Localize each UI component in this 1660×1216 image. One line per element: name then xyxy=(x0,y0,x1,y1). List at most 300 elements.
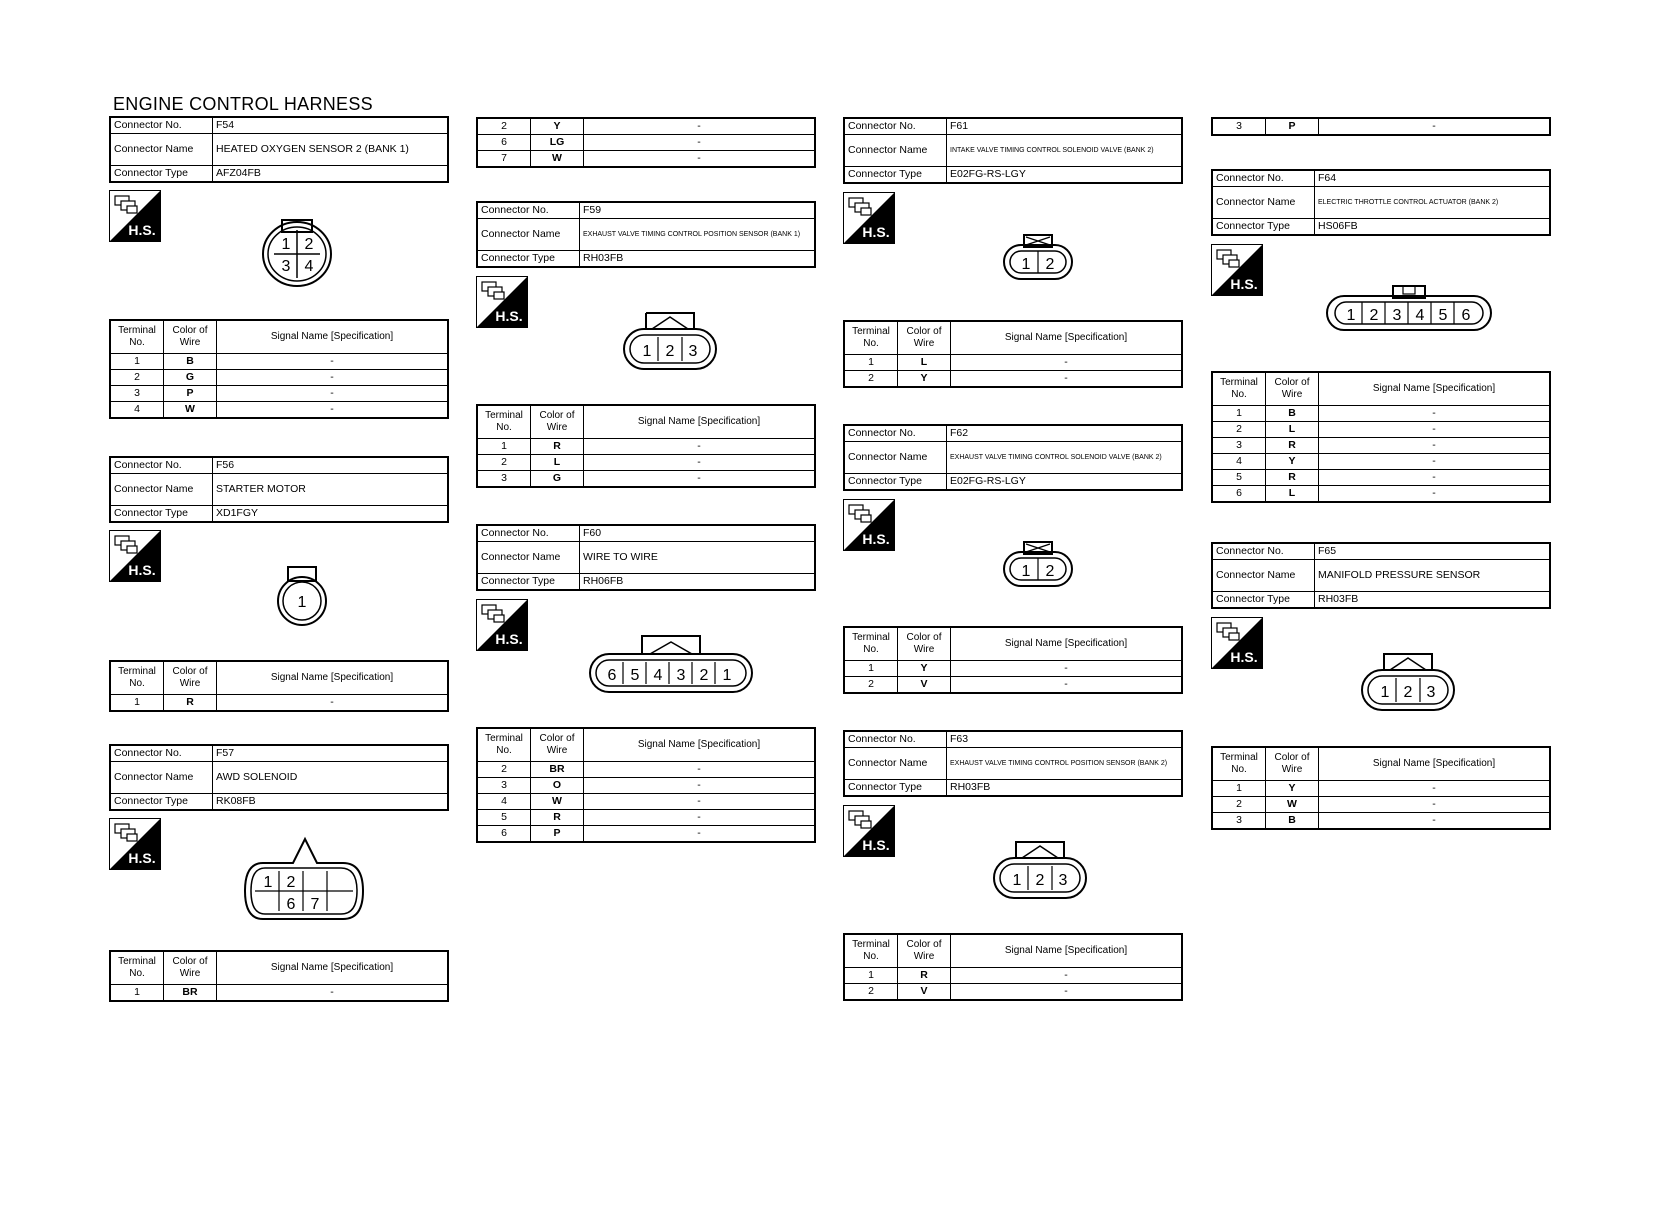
label-connector-name: Connector Name xyxy=(844,748,947,780)
terminal-no: 2 xyxy=(477,455,531,471)
wire-color: W xyxy=(531,794,584,810)
wire-color: P xyxy=(1266,118,1319,135)
connector-f61-header xyxy=(843,117,1183,184)
col-signal-name: Signal Name [Specification] xyxy=(584,728,816,762)
wire-color: Y xyxy=(898,371,951,388)
pin-label: 2 xyxy=(1369,307,1379,324)
col-signal-name: Signal Name [Specification] xyxy=(217,320,449,354)
hs-label: H.S. xyxy=(128,850,156,866)
col-terminal-no: Terminal No. xyxy=(110,320,164,354)
table-row xyxy=(844,984,1182,1001)
connector-type: RH03FB xyxy=(1315,592,1551,609)
wire-color: LG xyxy=(531,135,584,151)
terminal-no: 1 xyxy=(844,661,898,677)
col-signal-name: Signal Name [Specification] xyxy=(951,321,1183,355)
wire-color: L xyxy=(531,455,584,471)
table-row xyxy=(110,402,448,419)
wire-color: R xyxy=(164,695,217,712)
connector-type: HS06FB xyxy=(1315,219,1551,236)
terminal-no: 4 xyxy=(110,402,164,419)
pin-label: 1 xyxy=(281,236,291,253)
table-row xyxy=(1212,438,1550,454)
signal-name: - xyxy=(1319,118,1551,135)
connector-f63-header xyxy=(843,730,1183,797)
pin-label: 1 xyxy=(263,874,273,891)
terminal-no: 1 xyxy=(844,968,898,984)
table-row xyxy=(477,826,815,843)
terminal-no: 5 xyxy=(477,810,531,826)
wire-color: L xyxy=(1266,486,1319,503)
wire-color: R xyxy=(898,968,951,984)
signal-name: - xyxy=(951,968,1183,984)
table-row xyxy=(477,135,815,151)
terminal-table-f63 xyxy=(843,933,1183,1001)
signal-name: - xyxy=(217,370,449,386)
connector-f56-header xyxy=(109,456,449,523)
label-connector-no: Connector No. xyxy=(110,457,213,474)
col-terminal-no: Terminal No. xyxy=(844,627,898,661)
hs-label: H.S. xyxy=(862,531,890,547)
signal-name: - xyxy=(1319,486,1551,503)
connector-name: ELECTRIC THROTTLE CONTROL ACTUATOR (BANK 2) xyxy=(1315,187,1551,219)
connector-f59-diagram xyxy=(622,311,718,371)
connector-no: F64 xyxy=(1315,170,1551,187)
pin-label: 7 xyxy=(310,896,320,913)
label-connector-name: Connector Name xyxy=(110,474,213,506)
label-connector-no: Connector No. xyxy=(477,525,580,542)
signal-name: - xyxy=(1319,470,1551,486)
col-terminal-no: Terminal No. xyxy=(477,728,531,762)
signal-name: - xyxy=(951,371,1183,388)
terminal-no: 6 xyxy=(1212,486,1266,503)
pin-label: 3 xyxy=(1426,684,1436,701)
pin-label: 1 xyxy=(1012,872,1022,889)
terminal-no: 2 xyxy=(844,677,898,694)
connector-no: F62 xyxy=(947,425,1183,442)
connector-no: F59 xyxy=(580,202,816,219)
terminal-no: 1 xyxy=(110,354,164,370)
label-connector-no: Connector No. xyxy=(1212,543,1315,560)
label-connector-no: Connector No. xyxy=(844,118,947,135)
wire-color: W xyxy=(531,151,584,168)
connector-f62-diagram xyxy=(1002,540,1074,588)
table-row xyxy=(477,794,815,810)
terminal-no: 2 xyxy=(477,118,531,135)
connector-name: EXHAUST VALVE TIMING CONTROL POSITION SENSOR (BANK 1) xyxy=(580,219,816,251)
wire-color: B xyxy=(1266,406,1319,422)
connector-no: F61 xyxy=(947,118,1183,135)
col-color-of-wire: Color of Wire xyxy=(898,627,951,661)
table-row xyxy=(477,439,815,455)
label-connector-type: Connector Type xyxy=(477,574,580,591)
hs-icon xyxy=(109,530,161,582)
label-connector-type: Connector Type xyxy=(110,794,213,811)
wire-color: Y xyxy=(531,118,584,135)
wire-color: W xyxy=(1266,797,1319,813)
wire-color: L xyxy=(1266,422,1319,438)
table-row xyxy=(1212,813,1550,830)
col-signal-name: Signal Name [Specification] xyxy=(1319,747,1551,781)
wire-color: B xyxy=(1266,813,1319,830)
connector-type: XD1FGY xyxy=(213,506,449,523)
wire-color: L xyxy=(898,355,951,371)
label-connector-no: Connector No. xyxy=(1212,170,1315,187)
terminal-no: 1 xyxy=(844,355,898,371)
col-color-of-wire: Color of Wire xyxy=(1266,372,1319,406)
pin-label: 3 xyxy=(688,343,698,360)
wire-color: R xyxy=(531,810,584,826)
label-connector-type: Connector Type xyxy=(477,251,580,268)
col-terminal-no: Terminal No. xyxy=(477,405,531,439)
hs-icon xyxy=(109,190,161,242)
col-signal-name: Signal Name [Specification] xyxy=(1319,372,1551,406)
terminal-no: 7 xyxy=(477,151,531,168)
wire-color: P xyxy=(531,826,584,843)
wire-color: BR xyxy=(531,762,584,778)
table-row xyxy=(477,455,815,471)
col-terminal-no: Terminal No. xyxy=(110,661,164,695)
terminal-no: 3 xyxy=(477,778,531,794)
connector-name: EXHAUST VALVE TIMING CONTROL POSITION SENSOR (BANK 2) xyxy=(947,748,1183,780)
terminal-no: 3 xyxy=(1212,438,1266,454)
pin-label: 3 xyxy=(676,667,686,684)
col-color-of-wire: Color of Wire xyxy=(531,405,584,439)
col-terminal-no: Terminal No. xyxy=(844,934,898,968)
hs-label: H.S. xyxy=(128,562,156,578)
pin-label: 6 xyxy=(1461,307,1471,324)
table-row xyxy=(477,762,815,778)
label-connector-type: Connector Type xyxy=(1212,592,1315,609)
signal-name: - xyxy=(1319,454,1551,470)
label-connector-no: Connector No. xyxy=(844,731,947,748)
terminal-table-f64 xyxy=(1211,371,1551,503)
terminal-table-f61 xyxy=(843,320,1183,388)
signal-name: - xyxy=(584,794,816,810)
col-signal-name: Signal Name [Specification] xyxy=(217,951,449,985)
connector-type: AFZ04FB xyxy=(213,166,449,183)
connector-f63-diagram xyxy=(992,840,1088,900)
pin-label: 4 xyxy=(653,667,663,684)
connector-f64-header xyxy=(1211,169,1551,236)
signal-name: - xyxy=(951,355,1183,371)
table-row xyxy=(110,370,448,386)
terminal-no: 4 xyxy=(1212,454,1266,470)
pin-label: 2 xyxy=(699,667,709,684)
connector-name: AWD SOLENOID xyxy=(213,762,449,794)
pin-label: 1 xyxy=(1021,563,1031,580)
terminal-no: 2 xyxy=(844,984,898,1001)
hs-icon xyxy=(109,818,161,870)
terminal-table-f57 xyxy=(109,950,449,1002)
connector-type: E02FG-RS-LGY xyxy=(947,167,1183,184)
signal-name: - xyxy=(584,151,816,168)
connector-name: STARTER MOTOR xyxy=(213,474,449,506)
col-signal-name: Signal Name [Specification] xyxy=(951,627,1183,661)
signal-name: - xyxy=(1319,797,1551,813)
table-row xyxy=(110,386,448,402)
connector-type: RH06FB xyxy=(580,574,816,591)
pin-label: 1 xyxy=(1021,256,1031,273)
hs-icon xyxy=(843,805,895,857)
hs-label: H.S. xyxy=(1230,649,1258,665)
connector-f60-header xyxy=(476,524,816,591)
wire-color: Y xyxy=(898,661,951,677)
table-row xyxy=(1212,454,1550,470)
wire-color: P xyxy=(164,386,217,402)
wire-color: G xyxy=(164,370,217,386)
table-row xyxy=(844,677,1182,694)
terminal-no: 1 xyxy=(1212,781,1266,797)
signal-name: - xyxy=(584,778,816,794)
table-row xyxy=(1212,781,1550,797)
wire-color: O xyxy=(531,778,584,794)
pin-label: 1 xyxy=(722,667,732,684)
table-row xyxy=(110,354,448,370)
col-terminal-no: Terminal No. xyxy=(1212,747,1266,781)
hs-icon xyxy=(476,276,528,328)
hs-label: H.S. xyxy=(862,837,890,853)
connector-f62-header xyxy=(843,424,1183,491)
signal-name: - xyxy=(584,471,816,488)
label-connector-name: Connector Name xyxy=(1212,560,1315,592)
terminal-table-f62 xyxy=(843,626,1183,694)
label-connector-no: Connector No. xyxy=(110,117,213,134)
pin-label: 6 xyxy=(607,667,617,684)
label-connector-name: Connector Name xyxy=(110,762,213,794)
table-row xyxy=(1212,406,1550,422)
hs-icon xyxy=(1211,617,1263,669)
terminal-no: 3 xyxy=(1212,813,1266,830)
label-connector-name: Connector Name xyxy=(477,542,580,574)
terminal-no: 3 xyxy=(1212,118,1266,135)
col-color-of-wire: Color of Wire xyxy=(164,951,217,985)
signal-name: - xyxy=(584,455,816,471)
pin-label: 2 xyxy=(665,343,675,360)
label-connector-name: Connector Name xyxy=(844,135,947,167)
col-terminal-no: Terminal No. xyxy=(1212,372,1266,406)
pin-label: 2 xyxy=(1045,256,1055,273)
pin-label: 2 xyxy=(304,236,314,253)
table-row xyxy=(110,695,448,712)
wire-color: V xyxy=(898,677,951,694)
label-connector-name: Connector Name xyxy=(110,134,213,166)
label-connector-name: Connector Name xyxy=(477,219,580,251)
wire-color: W xyxy=(164,402,217,419)
pin-label: 4 xyxy=(304,258,314,275)
pin-label: 2 xyxy=(1045,563,1055,580)
signal-name: - xyxy=(584,118,816,135)
connector-f65-diagram xyxy=(1360,652,1456,712)
pin-label: 4 xyxy=(1415,307,1425,324)
signal-name: - xyxy=(217,985,449,1002)
connector-type: RK08FB xyxy=(213,794,449,811)
hs-icon xyxy=(843,499,895,551)
wire-color: V xyxy=(898,984,951,1001)
signal-name: - xyxy=(217,354,449,370)
connector-f56-diagram xyxy=(275,565,331,627)
col-color-of-wire: Color of Wire xyxy=(531,728,584,762)
label-connector-no: Connector No. xyxy=(477,202,580,219)
connector-type: E02FG-RS-LGY xyxy=(947,474,1183,491)
col-color-of-wire: Color of Wire xyxy=(164,320,217,354)
table-row xyxy=(1212,797,1550,813)
signal-name: - xyxy=(951,984,1183,1001)
pin-label: 3 xyxy=(1058,872,1068,889)
pin-label: 2 xyxy=(1403,684,1413,701)
table-row xyxy=(477,471,815,488)
terminal-no: 6 xyxy=(477,135,531,151)
connector-name: MANIFOLD PRESSURE SENSOR xyxy=(1315,560,1551,592)
terminal-table-f54 xyxy=(109,319,449,419)
col-signal-name: Signal Name [Specification] xyxy=(217,661,449,695)
label-connector-no: Connector No. xyxy=(110,745,213,762)
terminal-table-f65 xyxy=(1211,746,1551,830)
col-color-of-wire: Color of Wire xyxy=(164,661,217,695)
terminal-no: 5 xyxy=(1212,470,1266,486)
label-connector-name: Connector Name xyxy=(844,442,947,474)
pin-label: 5 xyxy=(630,667,640,684)
connector-no: F54 xyxy=(213,117,449,134)
signal-name: - xyxy=(1319,813,1551,830)
wire-color: Y xyxy=(1266,781,1319,797)
signal-name: - xyxy=(584,826,816,843)
signal-name: - xyxy=(217,402,449,419)
terminal-table-continued xyxy=(476,117,816,168)
connector-no: F60 xyxy=(580,525,816,542)
table-row xyxy=(477,151,815,168)
terminal-table-f59 xyxy=(476,404,816,488)
hs-icon xyxy=(843,192,895,244)
connector-f64-diagram xyxy=(1325,284,1493,332)
connector-f61-diagram xyxy=(1002,233,1074,281)
table-row xyxy=(1212,486,1550,503)
hs-icon xyxy=(476,599,528,651)
connector-name: INTAKE VALVE TIMING CONTROL SOLENOID VALVE (BANK 2) xyxy=(947,135,1183,167)
table-row xyxy=(110,985,448,1002)
table-row xyxy=(1212,422,1550,438)
pin-label: 1 xyxy=(297,594,307,611)
hs-label: H.S. xyxy=(128,222,156,238)
terminal-no: 2 xyxy=(1212,422,1266,438)
label-connector-type: Connector Type xyxy=(844,167,947,184)
table-row xyxy=(1212,118,1550,135)
col-color-of-wire: Color of Wire xyxy=(898,321,951,355)
connector-no: F57 xyxy=(213,745,449,762)
table-row xyxy=(844,661,1182,677)
signal-name: - xyxy=(584,762,816,778)
connector-no: F63 xyxy=(947,731,1183,748)
pin-label: 1 xyxy=(1380,684,1390,701)
signal-name: - xyxy=(584,135,816,151)
pin-label: 2 xyxy=(286,874,296,891)
signal-name: - xyxy=(217,386,449,402)
connector-f54-header xyxy=(109,116,449,183)
signal-name: - xyxy=(951,677,1183,694)
col-color-of-wire: Color of Wire xyxy=(898,934,951,968)
terminal-no: 2 xyxy=(477,762,531,778)
terminal-no: 2 xyxy=(1212,797,1266,813)
label-connector-type: Connector Type xyxy=(110,166,213,183)
connector-name: HEATED OXYGEN SENSOR 2 (BANK 1) xyxy=(213,134,449,166)
terminal-no: 3 xyxy=(110,386,164,402)
signal-name: - xyxy=(584,439,816,455)
signal-name: - xyxy=(217,695,449,712)
table-row xyxy=(477,118,815,135)
col-terminal-no: Terminal No. xyxy=(844,321,898,355)
label-connector-name: Connector Name xyxy=(1212,187,1315,219)
hs-label: H.S. xyxy=(862,224,890,240)
label-connector-type: Connector Type xyxy=(110,506,213,523)
hs-label: H.S. xyxy=(495,631,523,647)
terminal-no: 1 xyxy=(1212,406,1266,422)
wire-color: Y xyxy=(1266,454,1319,470)
terminal-no: 1 xyxy=(110,695,164,712)
table-row xyxy=(844,371,1182,388)
pin-label: 1 xyxy=(642,343,652,360)
connector-name: WIRE TO WIRE xyxy=(580,542,816,574)
terminal-no: 2 xyxy=(844,371,898,388)
signal-name: - xyxy=(951,661,1183,677)
table-row xyxy=(844,968,1182,984)
col-terminal-no: Terminal No. xyxy=(110,951,164,985)
signal-name: - xyxy=(1319,438,1551,454)
col-color-of-wire: Color of Wire xyxy=(1266,747,1319,781)
connector-no: F65 xyxy=(1315,543,1551,560)
connector-no: F56 xyxy=(213,457,449,474)
pin-label: 6 xyxy=(286,896,296,913)
connector-f54-diagram xyxy=(262,218,342,290)
terminal-no: 6 xyxy=(477,826,531,843)
wire-color: R xyxy=(531,439,584,455)
pin-label: 3 xyxy=(281,258,291,275)
col-signal-name: Signal Name [Specification] xyxy=(584,405,816,439)
connector-name: EXHAUST VALVE TIMING CONTROL SOLENOID VALVE (BANK 2) xyxy=(947,442,1183,474)
signal-name: - xyxy=(1319,406,1551,422)
terminal-no: 3 xyxy=(477,471,531,488)
signal-name: - xyxy=(1319,781,1551,797)
pin-label: 1 xyxy=(1346,307,1356,324)
col-signal-name: Signal Name [Specification] xyxy=(951,934,1183,968)
connector-f60-diagram xyxy=(588,634,754,696)
signal-name: - xyxy=(1319,422,1551,438)
label-connector-type: Connector Type xyxy=(844,474,947,491)
connector-type: RH03FB xyxy=(947,780,1183,797)
terminal-no: 1 xyxy=(110,985,164,1002)
label-connector-type: Connector Type xyxy=(1212,219,1315,236)
label-connector-type: Connector Type xyxy=(844,780,947,797)
wire-color: B xyxy=(164,354,217,370)
connector-f59-header xyxy=(476,201,816,268)
pin-label: 3 xyxy=(1392,307,1402,324)
terminal-table-f56 xyxy=(109,660,449,712)
hs-label: H.S. xyxy=(495,308,523,324)
terminal-table-continued xyxy=(1211,117,1551,136)
pin-label: 2 xyxy=(1035,872,1045,889)
hs-label: H.S. xyxy=(1230,276,1258,292)
pin-label: 5 xyxy=(1438,307,1448,324)
terminal-no: 2 xyxy=(110,370,164,386)
table-row xyxy=(844,355,1182,371)
terminal-no: 4 xyxy=(477,794,531,810)
wire-color: R xyxy=(1266,470,1319,486)
terminal-no: 1 xyxy=(477,439,531,455)
hs-icon xyxy=(1211,244,1263,296)
terminal-table-f60 xyxy=(476,727,816,843)
connector-type: RH03FB xyxy=(580,251,816,268)
table-row xyxy=(477,778,815,794)
table-row xyxy=(477,810,815,826)
signal-name: - xyxy=(584,810,816,826)
